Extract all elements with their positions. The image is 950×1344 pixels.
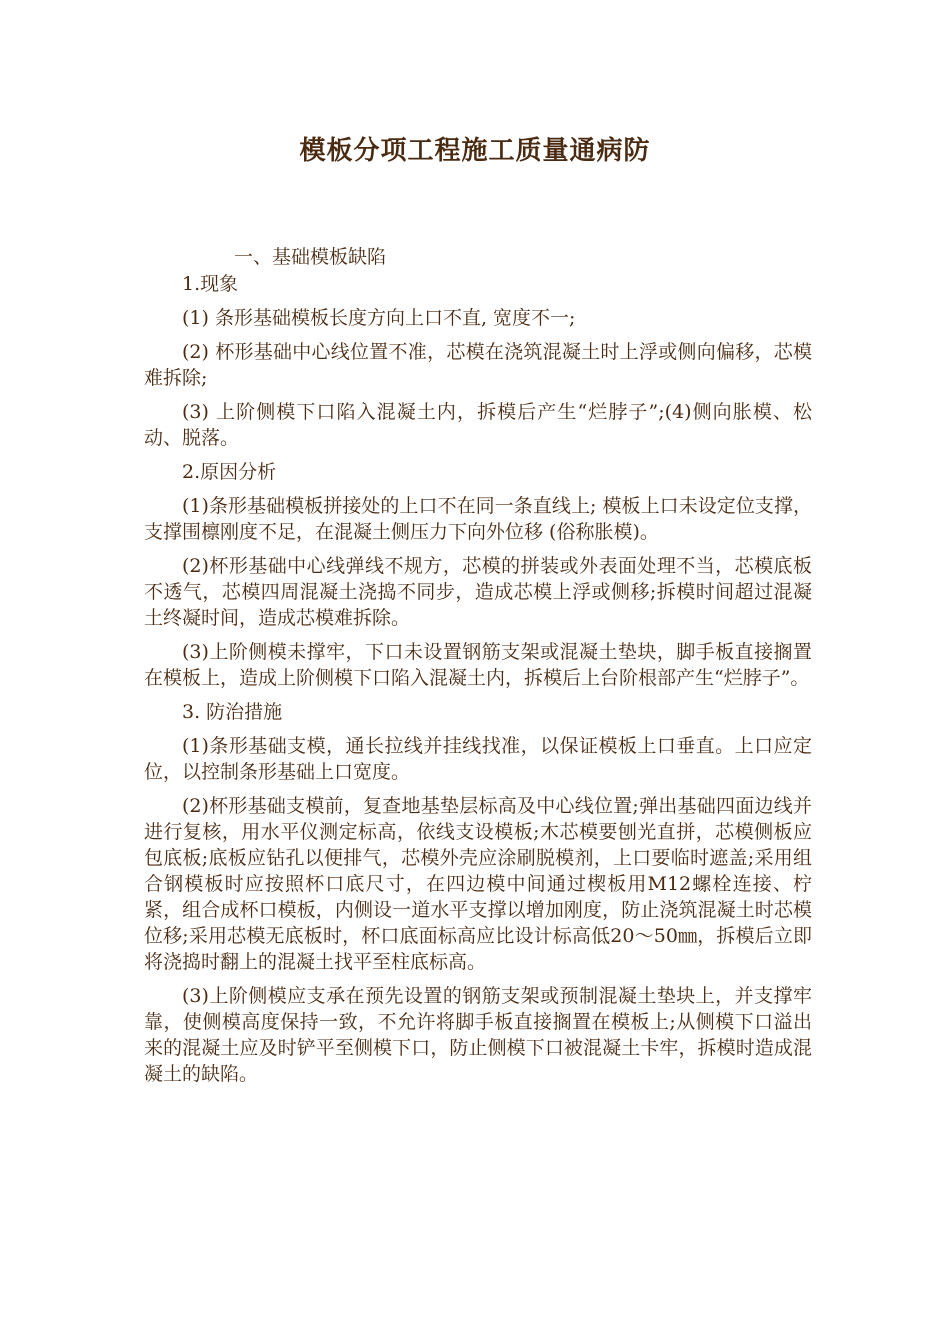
- paragraph: (1)条形基础支模，通长拉线并挂线找准，以保证模板上口垂直。上口应定位，以控制条形基础上口宽度。: [144, 735, 812, 783]
- document-title: 模板分项工程施工质量通病防: [299, 136, 651, 166]
- paragraph: (1) 条形基础模板长度方向上口不直, 宽度不一;: [182, 307, 576, 329]
- paragraph: (2)杯形基础支模前，复查地基垫层标高及中心线位置;弹出基础四面边线并进行复核，用水平仪测定标高，依线支设模板;木芯模要刨光直拼，芯模侧板应包底板;底板应钻孔以便排气，芯模外壳应涂刷脱模剂，上口要临时遮盖;采用组合钢模板时应按照杯口底尺寸，在四边模中间通过楔板用M12螺栓连接、柠紧，组合成杯口模板，内侧设一道水平支撑以增加刚度，防止浇筑混凝土时芯模位移;采用芯模无底板时，杯口底面标高应比设计标高低20～50㎜，拆模后立即将浇捣时翻上的混凝土找平至柱底标高。: [144, 795, 812, 973]
- paragraph: (2) 杯形基础中心线位置不准，芯模在浇筑混凝土时上浮或侧向偏移，芯模难拆除;: [144, 341, 812, 389]
- paragraph: (3) 上阶侧模下口陷入混凝土内，拆模后产生“烂脖子”;(4)侧向胀模、松动、脱落。: [144, 401, 812, 449]
- document-body: [144, 244, 812, 1095]
- subsection-heading-phenomenon: 1.现象: [182, 273, 239, 295]
- paragraph: (1)条形基础模板拼接处的上口不在同一条直线上; 模板上口未设定位支撑，支撑围檩刚度不足，在混凝土侧压力下向外位移 (俗称胀模)。: [144, 495, 812, 543]
- section-heading: 一、基础模板缺陷: [234, 246, 387, 268]
- subsection-heading-measures: 3. 防治措施: [182, 701, 283, 723]
- paragraph: (2)杯形基础中心线弹线不规方，芯模的拼装或外表面处理不当，芯模底板不透气，芯模四周混凝土浇捣不同步，造成芯模上浮或侧移;拆模时间超过混凝土终凝时间，造成芯模难拆除。: [144, 555, 812, 629]
- subsection-heading-causes: 2.原因分析: [182, 461, 277, 483]
- paragraph: (3)上阶侧模未撑牢，下口未设置钢筋支架或混凝土垫块，脚手板直接搁置在模板上，造成上阶侧模下口陷入混凝土内，拆模后上台阶根部产生“烂脖子”。: [144, 641, 812, 689]
- paragraph: (3)上阶侧模应支承在预先设置的钢筋支架或预制混凝土垫块上，并支撑牢靠，使侧模高度保持一致，不允许将脚手板直接搁置在模板上;从侧模下口溢出来的混凝土应及时铲平至侧模下口，防止侧模下口被混凝土卡牢，拆模时造成混凝土的缺陷。: [144, 985, 812, 1085]
